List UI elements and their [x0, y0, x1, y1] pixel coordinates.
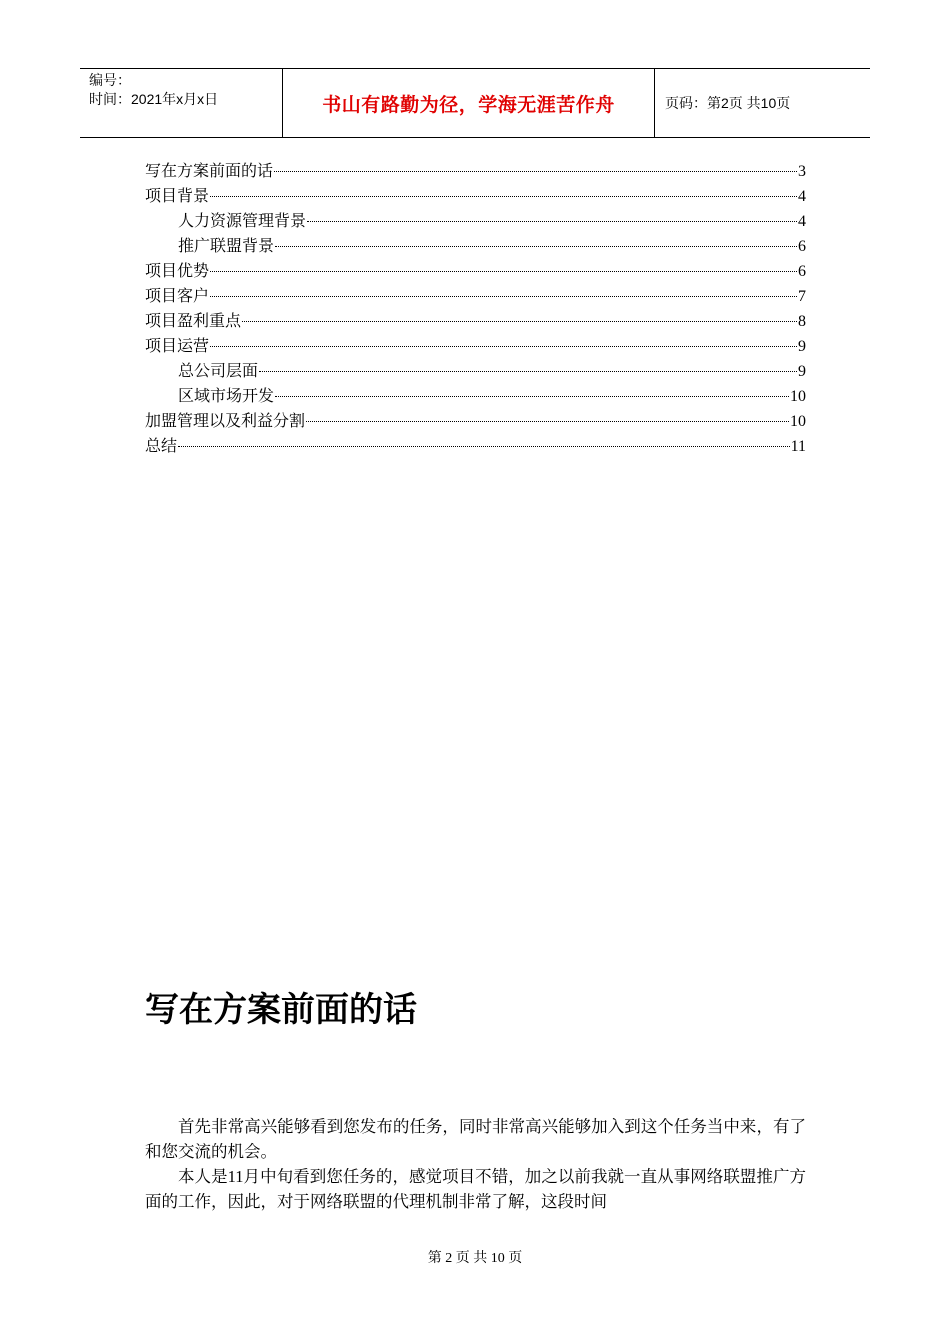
toc-entry-page: 10 — [790, 413, 806, 430]
table-of-contents — [145, 158, 806, 458]
section-heading: 写在方案前面的话 — [145, 990, 417, 1030]
toc-dot-leader — [307, 221, 797, 222]
toc-entry-page: 11 — [790, 438, 806, 455]
toc-entry-page: 8 — [798, 313, 806, 330]
toc-entry-title: 项目盈利重点 — [145, 313, 242, 330]
toc-entry-title: 项目优势 — [145, 263, 210, 280]
header-meta-cell — [80, 69, 282, 137]
toc-entry[interactable] — [145, 158, 806, 183]
toc-entry-title: 区域市场开发 — [178, 388, 275, 405]
toc-dot-leader — [275, 246, 797, 247]
toc-entry-title: 项目客户 — [145, 288, 210, 305]
toc-entry[interactable] — [145, 383, 806, 408]
number-label: 编号： — [89, 72, 131, 88]
toc-entry[interactable] — [145, 208, 806, 233]
header-page-cell — [655, 69, 870, 137]
toc-entry-title: 总结 — [145, 438, 178, 455]
paragraph: 首先非常高兴能够看到您发布的任务，同时非常高兴能够加入到这个任务当中来，有了和您交流的机会。 — [145, 1117, 806, 1161]
toc-entry-page: 4 — [798, 213, 806, 230]
toc-entry-title: 推广联盟背景 — [178, 238, 275, 255]
toc-entry-page: 4 — [798, 188, 806, 205]
toc-dot-leader — [178, 446, 790, 447]
toc-entry[interactable] — [145, 258, 806, 283]
toc-dot-leader — [275, 396, 789, 397]
toc-entry-title: 写在方案前面的话 — [145, 163, 274, 180]
section-body — [145, 1114, 806, 1214]
toc-dot-leader — [306, 421, 789, 422]
footer-page-label: 第 2 页 共 10 页 — [427, 1251, 523, 1266]
toc-dot-leader — [210, 271, 797, 272]
toc-entry-title: 加盟管理以及利益分割 — [145, 413, 306, 430]
header-table — [80, 68, 870, 138]
toc-dot-leader — [259, 371, 797, 372]
page-footer — [0, 1247, 950, 1267]
toc-entry-page: 10 — [790, 388, 806, 405]
toc-entry-title: 项目背景 — [145, 188, 210, 205]
toc-entry[interactable] — [145, 433, 806, 458]
toc-entry[interactable] — [145, 333, 806, 358]
toc-entry-page: 7 — [798, 288, 806, 305]
toc-entry[interactable] — [145, 408, 806, 433]
toc-entry-page: 3 — [798, 163, 806, 180]
time-label: 时间：2021年x月x日 — [89, 91, 219, 107]
toc-dot-leader — [210, 196, 797, 197]
toc-entry[interactable] — [145, 358, 806, 383]
toc-entry[interactable] — [145, 233, 806, 258]
toc-entry[interactable] — [145, 308, 806, 333]
toc-entry[interactable] — [145, 283, 806, 308]
toc-dot-leader — [242, 321, 797, 322]
motto: 书山有路勤为径，学海无涯苦作舟 — [322, 93, 615, 116]
header-motto-cell — [282, 69, 655, 137]
toc-entry-page: 9 — [798, 363, 806, 380]
toc-entry-page: 9 — [798, 338, 806, 355]
toc-entry-title: 人力资源管理背景 — [178, 213, 307, 230]
toc-entry[interactable] — [145, 183, 806, 208]
toc-dot-leader — [274, 171, 797, 172]
page-info: 页码：第2页 共10页 — [665, 95, 791, 111]
toc-dot-leader — [210, 296, 797, 297]
toc-dot-leader — [210, 346, 797, 347]
toc-entry-page: 6 — [798, 263, 806, 280]
toc-entry-title: 项目运营 — [145, 338, 210, 355]
toc-entry-title: 总公司层面 — [178, 363, 259, 380]
toc-entry-page: 6 — [798, 238, 806, 255]
paragraph: 本人是11月中旬看到您任务的，感觉项目不错，加之以前我就一直从事网络联盟推广方面的工作，因此，对于网络联盟的代理机制非常了解，这段时间 — [145, 1167, 806, 1211]
